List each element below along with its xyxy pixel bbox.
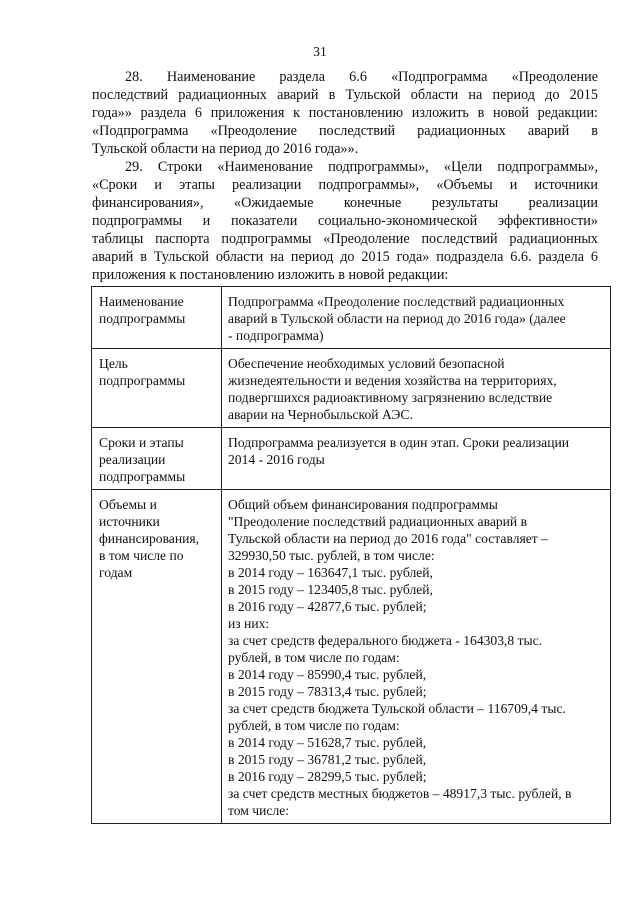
page-number: 31 xyxy=(313,44,327,59)
value-line: том числе: xyxy=(228,803,290,818)
paragraph-line: года»» раздела 6 приложения к постановлению изложить в новой редакции: xyxy=(92,105,598,121)
value-line: в 2014 году – 85990,4 тыс. рублей, xyxy=(228,667,427,682)
paragraph-29 xyxy=(92,158,598,284)
label-line: Сроки и этапы xyxy=(99,435,184,450)
label-line: подпрограммы xyxy=(99,311,186,326)
value-line: Общий объем финансирования подпрограммы xyxy=(228,497,498,512)
label-line: Объемы и xyxy=(99,497,157,512)
row-value-name xyxy=(222,287,611,349)
value-line: из них: xyxy=(228,616,270,631)
value-line: рублей, в том числе по годам: xyxy=(228,650,400,665)
value-line: в 2014 году – 163647,1 тыс. рублей, xyxy=(228,565,433,580)
value-line: "Преодоление последствий радиационных аварий в xyxy=(228,514,528,529)
value-line: 2014 - 2016 годы xyxy=(228,452,325,467)
value-line: в 2014 году – 51628,7 тыс. рублей, xyxy=(228,735,427,750)
paragraph-line: 28. Наименование раздела 6.6 «Подпрограмма «Преодоление xyxy=(125,69,598,85)
value-line: в 2015 году – 78313,4 тыс. рублей; xyxy=(228,684,427,699)
paragraph-line: «Сроки и этапы реализации подпрограммы», «Объемы и источники xyxy=(92,177,598,193)
table-row xyxy=(92,287,611,349)
value-line: за счет средств федерального бюджета - 164303,8 тыс. xyxy=(228,633,543,648)
label-line: финансирования, xyxy=(99,531,200,546)
label-line: источники xyxy=(99,514,160,529)
table-row xyxy=(92,428,611,490)
label-line: подпрограммы xyxy=(99,469,186,484)
value-line: в 2016 году – 42877,6 тыс. рублей; xyxy=(228,599,427,614)
value-line: аварий в Тульской области на период до 2016 года» (далее xyxy=(228,311,566,326)
value-line: в 2015 году – 123405,8 тыс. рублей, xyxy=(228,582,433,597)
label-line: реализации xyxy=(99,452,166,467)
value-line: Подпрограмма «Преодоление последствий радиационных xyxy=(228,294,565,309)
paragraph-line: приложения к постановлению изложить в новой редакции: xyxy=(92,267,449,283)
paragraph-line: «Подпрограмма «Преодоление последствий радиационных аварий в xyxy=(92,123,598,139)
value-line: рублей, в том числе по годам: xyxy=(228,718,400,733)
value-line: жизнедеятельности и ведения хозяйства на территориях, xyxy=(228,373,557,388)
paragraph-line: финансирования», «Ожидаемые конечные результаты реализации xyxy=(92,195,598,211)
label-line: годам xyxy=(99,565,133,580)
label-line: подпрограммы xyxy=(99,373,186,388)
paragraph-line: таблицы паспорта подпрограммы «Преодоление последствий радиационных xyxy=(92,231,598,247)
value-line: Тульской области на период до 2016 года" составляет – xyxy=(228,531,548,546)
paragraph-line: последствий радиационных аварий в Тульской области на период до 2015 xyxy=(92,87,598,103)
row-value-funding xyxy=(222,490,611,824)
row-label-funding xyxy=(92,490,222,824)
paragraph-line: подпрограммы и показатели социально-экономической эффективности» xyxy=(92,213,598,229)
row-label-goal xyxy=(92,349,222,428)
value-line: 329930,50 тыс. рублей, в том числе: xyxy=(228,548,435,563)
table-row xyxy=(92,490,611,824)
table-row xyxy=(92,349,611,428)
label-line: Наименование xyxy=(99,294,184,309)
row-label-name xyxy=(92,287,222,349)
paragraph-line: 29. Строки «Наименование подпрограммы», «Цели подпрограммы», xyxy=(125,159,598,175)
value-line: подвергшихся радиоактивному загрязнению вследствие xyxy=(228,390,553,405)
subprogram-passport-table xyxy=(91,286,611,824)
paragraph-line: Тульской области на период до 2016 года»». xyxy=(92,141,359,157)
row-value-terms xyxy=(222,428,611,490)
value-line: в 2016 году – 28299,5 тыс. рублей; xyxy=(228,769,427,784)
label-line: в том числе по xyxy=(99,548,184,563)
value-line: Подпрограмма реализуется в один этап. Сроки реализации xyxy=(228,435,570,450)
value-line: Обеспечение необходимых условий безопасной xyxy=(228,356,505,371)
row-label-terms xyxy=(92,428,222,490)
value-line: за счет средств бюджета Тульской области – 116709,4 тыс. xyxy=(228,701,566,716)
value-line: за счет средств местных бюджетов – 48917,3 тыс. рублей, в xyxy=(228,786,572,801)
value-line: - подпрограмма) xyxy=(228,328,324,343)
row-value-goal xyxy=(222,349,611,428)
paragraph-28 xyxy=(92,68,598,158)
value-line: в 2015 году – 36781,2 тыс. рублей, xyxy=(228,752,427,767)
value-line: аварии на Чернобыльской АЭС. xyxy=(228,407,413,422)
label-line: Цель xyxy=(99,356,128,371)
paragraph-line: аварий в Тульской области на период до 2015 года» подраздела 6.6. раздела 6 xyxy=(92,249,598,265)
